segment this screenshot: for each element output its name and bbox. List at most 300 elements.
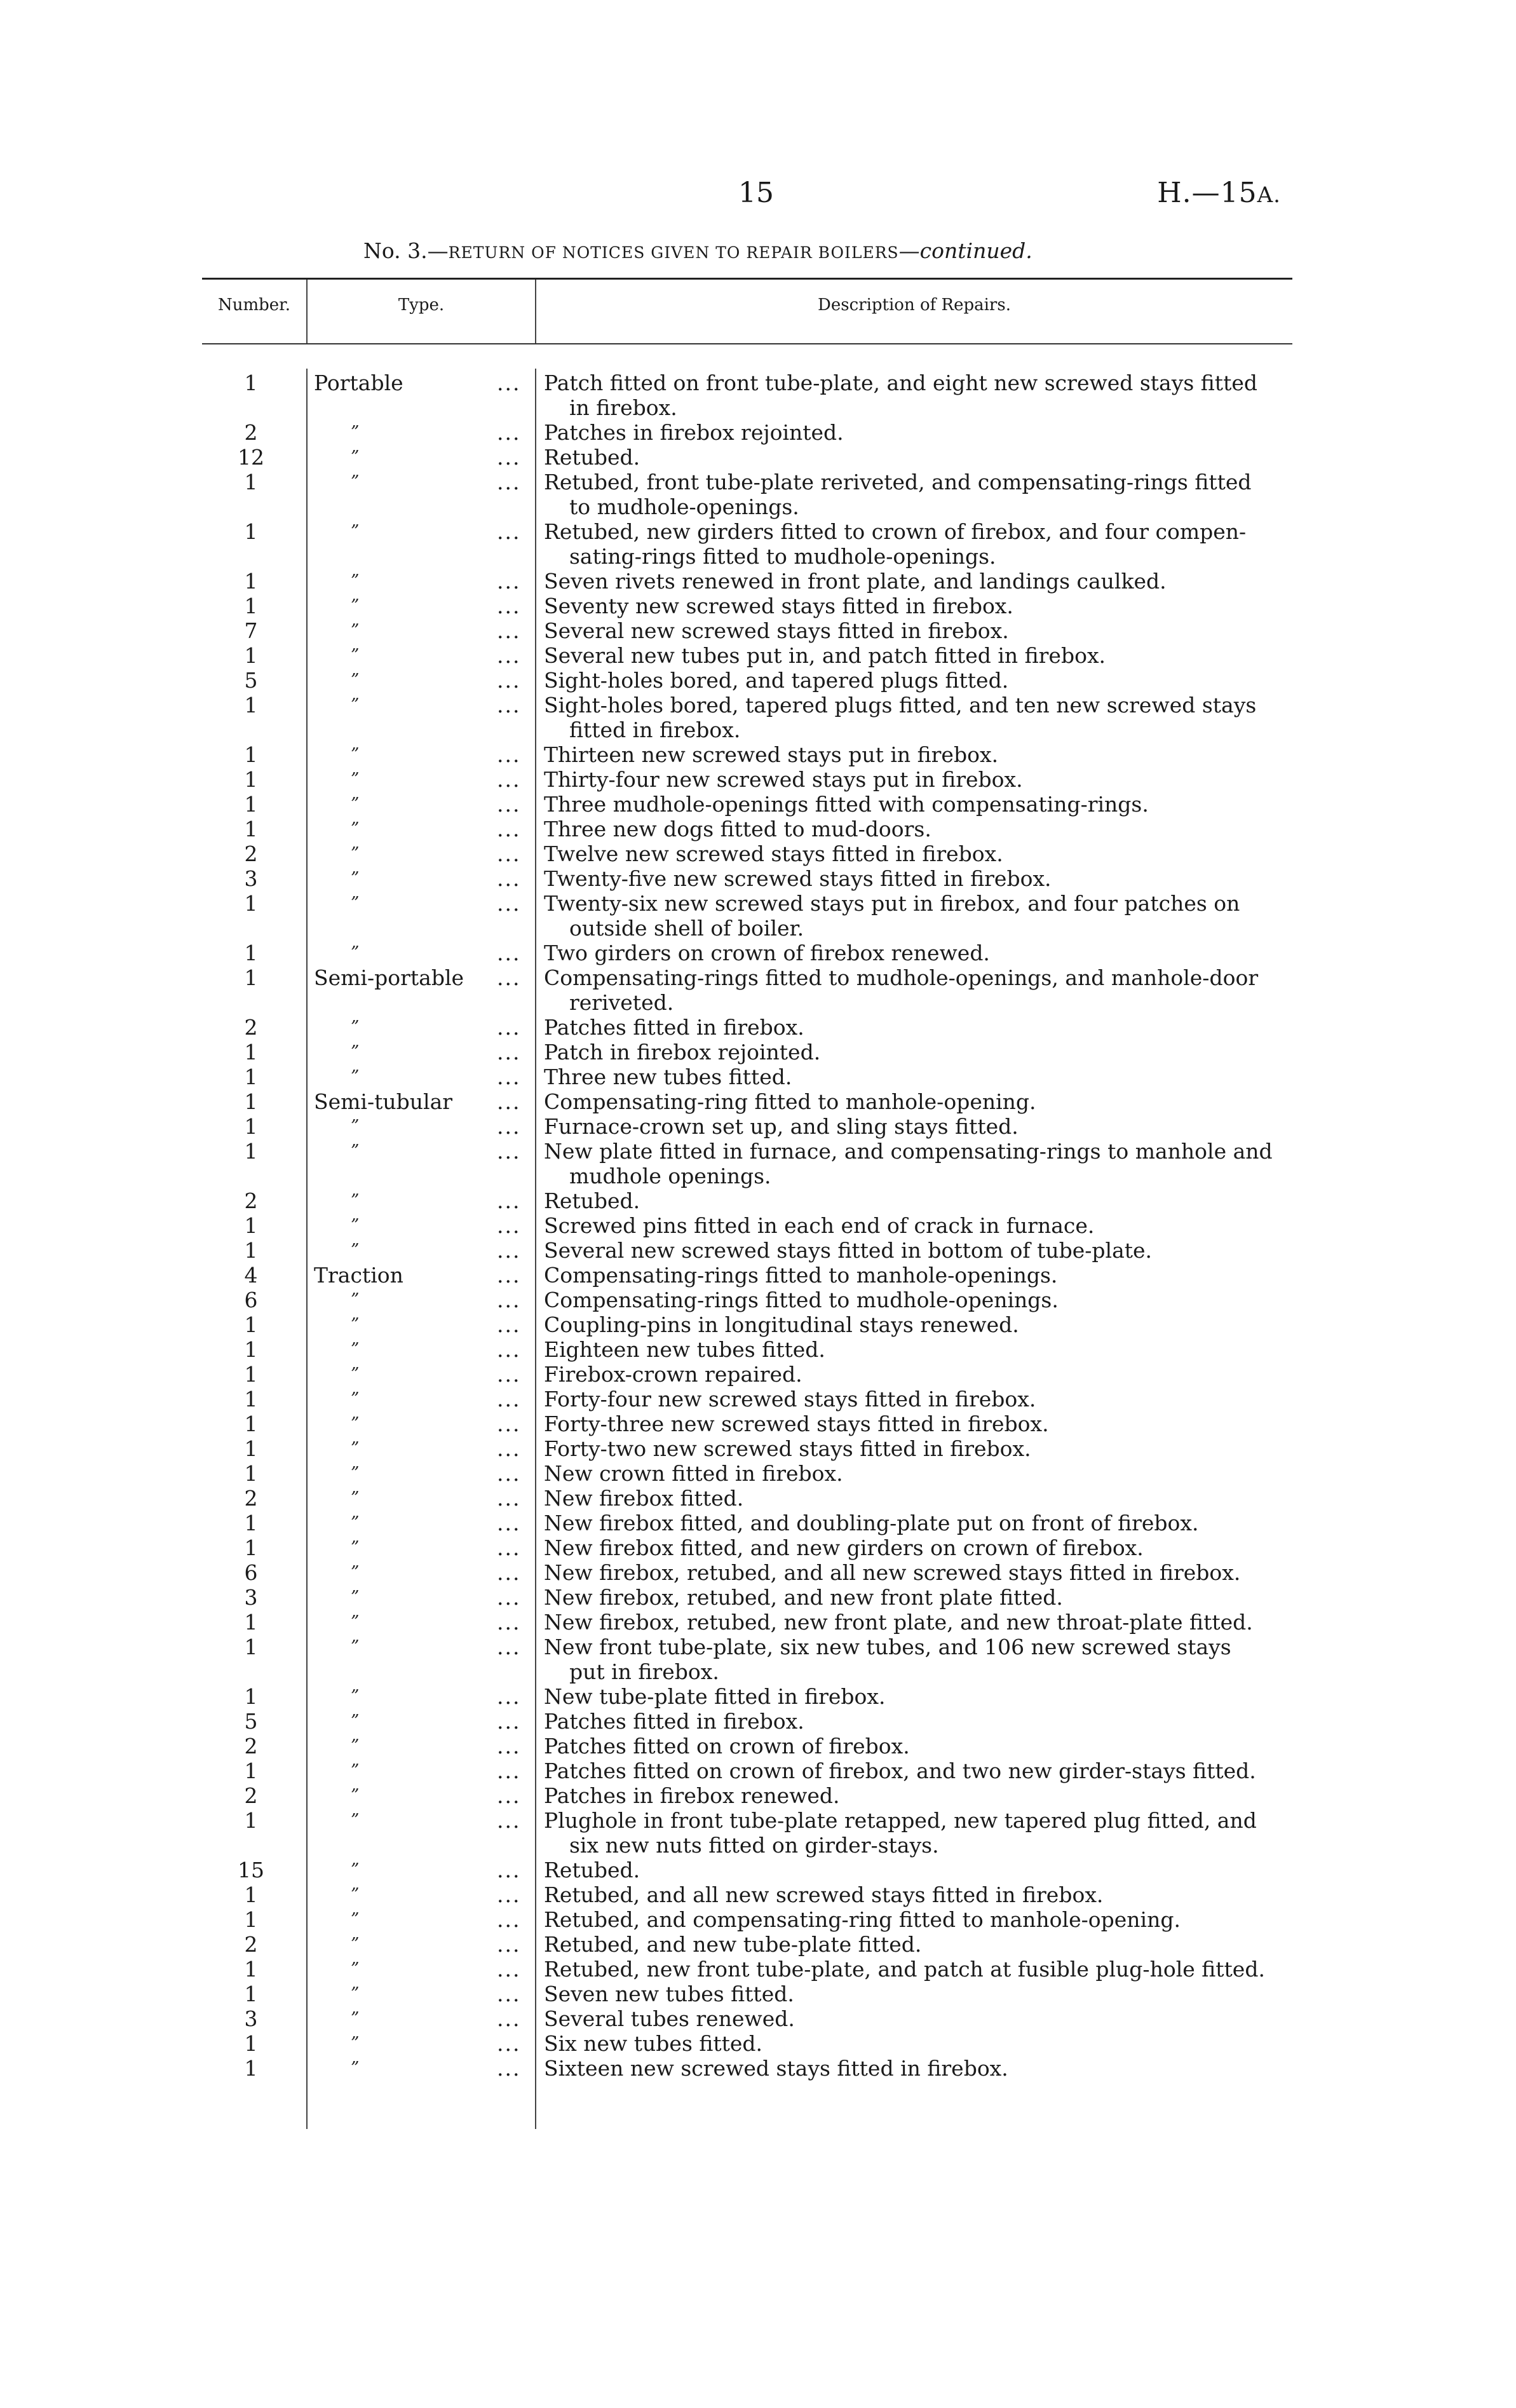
row-description-continuation: six new nuts fitted on girder-stays. [569, 1833, 939, 1858]
row-number: 6 [244, 1560, 258, 1585]
row-number: 6 [244, 1288, 258, 1312]
row-description-line: Thirty-four new screwed stays put in firebox. [544, 767, 1023, 792]
leader-dots: ... [497, 1610, 521, 1635]
table-header-rule [202, 343, 1292, 344]
row-description [535, 2006, 1292, 2031]
table-row [202, 1957, 1292, 1982]
table-title [363, 238, 1253, 263]
repairs-table-body [202, 371, 1292, 2081]
row-number: 1 [244, 371, 258, 395]
row-description [535, 1511, 1292, 1535]
leader-dots: ... [497, 1511, 521, 1535]
row-description-line: Several new tubes put in, and patch fitted in firebox. [544, 643, 1106, 668]
leader-dots: ... [497, 767, 521, 792]
row-type: ” [351, 1315, 360, 1334]
row-number: 2 [244, 1188, 258, 1213]
row-type: ” [351, 1885, 360, 1904]
row-type: ” [351, 1141, 360, 1160]
row-number: 2 [244, 1932, 258, 1957]
table-row [202, 1635, 1292, 1684]
table-row [202, 1882, 1292, 1907]
row-type: ” [351, 894, 360, 913]
leader-dots: ... [497, 2031, 521, 2056]
row-type-cell [306, 2006, 535, 2031]
row-number: 1 [244, 1610, 258, 1635]
row-description-line: Seventy new screwed stays fitted in firebox. [544, 594, 1013, 618]
row-type-cell [306, 1684, 535, 1709]
row-description-line: New firebox fitted, and doubling-plate put on front of firebox. [544, 1511, 1199, 1535]
row-description-continuation: mudhole openings. [569, 1164, 771, 1188]
row-description-line: New firebox fitted, and new girders on crown of firebox. [544, 1535, 1144, 1560]
table-row [202, 1560, 1292, 1585]
row-description-line: Three new dogs fitted to mud-doors. [544, 817, 931, 841]
row-description [535, 841, 1292, 866]
table-title-prefix: No. 3.— [363, 238, 449, 263]
row-type: ” [351, 1786, 360, 1805]
row-number: 1 [244, 1808, 258, 1833]
row-type: ” [351, 1687, 360, 1706]
leader-dots: ... [497, 1411, 521, 1436]
row-type-cell [306, 1535, 535, 1560]
row-type: ” [351, 1488, 360, 1507]
row-type-cell [306, 1882, 535, 1907]
row-description [535, 1387, 1292, 1411]
row-type: ” [351, 1414, 360, 1433]
row-description-line: Several new screwed stays fitted in bottom of tube-plate. [544, 1238, 1153, 1263]
row-number: 1 [244, 643, 258, 668]
row-type-cell [306, 2031, 535, 2056]
row-description-line: New firebox, retubed, and all new screwed stays fitted in firebox. [544, 1560, 1241, 1585]
leader-dots: ... [497, 420, 521, 445]
row-type: ” [351, 423, 360, 442]
row-type-cell [306, 1461, 535, 1486]
leader-dots: ... [497, 891, 521, 916]
row-description-line: New tube-plate fitted in firebox. [544, 1684, 886, 1709]
row-type-cell [306, 594, 535, 618]
table-row [202, 866, 1292, 891]
column-header-description: Description of Repairs. [818, 296, 1011, 315]
row-description [535, 1783, 1292, 1808]
row-type: ” [351, 596, 360, 615]
row-type: ” [351, 2034, 360, 2053]
row-number: 1 [244, 1461, 258, 1486]
row-type: ” [351, 695, 360, 714]
leader-dots: ... [497, 1734, 521, 1758]
row-type: ” [351, 1588, 360, 1607]
row-description [535, 767, 1292, 792]
row-description-line: Patch in firebox rejointed. [544, 1040, 821, 1065]
row-description [535, 1238, 1292, 1263]
row-type: ” [351, 1340, 360, 1359]
row-description [535, 1808, 1292, 1858]
row-description [535, 1684, 1292, 1709]
leader-dots: ... [497, 941, 521, 965]
row-number: 1 [244, 569, 258, 594]
row-type-cell [306, 941, 535, 965]
leader-dots: ... [497, 1932, 521, 1957]
row-type-cell [306, 1139, 535, 1188]
leader-dots: ... [497, 1758, 521, 1783]
leader-dots: ... [497, 470, 521, 494]
column-header-type: Type. [398, 296, 445, 315]
leader-dots: ... [497, 1957, 521, 1982]
row-description-line: Patches fitted in firebox. [544, 1015, 804, 1040]
leader-dots: ... [497, 817, 521, 841]
row-description-line: Compensating-ring fitted to manhole-opening. [544, 1089, 1036, 1114]
row-type-cell [306, 1808, 535, 1858]
row-type-cell [306, 1436, 535, 1461]
row-description [535, 1114, 1292, 1139]
row-number: 2 [244, 1783, 258, 1808]
table-row [202, 1089, 1292, 1114]
table-title-suffix: —continued. [898, 238, 1032, 263]
row-number: 1 [244, 1065, 258, 1089]
row-type: ” [351, 819, 360, 838]
row-description [535, 594, 1292, 618]
row-description [535, 1957, 1292, 1982]
row-description-line: Sixteen new screwed stays fitted in firebox. [544, 2056, 1008, 2081]
table-row [202, 1312, 1292, 1337]
row-description [535, 1858, 1292, 1882]
leader-dots: ... [497, 742, 521, 767]
row-number: 1 [244, 1040, 258, 1065]
row-description-line: Sight-holes bored, tapered plugs fitted, and ten new screwed stays [544, 693, 1257, 718]
row-description-line: Plughole in front tube-plate retapped, new tapered plug fitted, and [544, 1808, 1257, 1833]
row-description [535, 519, 1292, 569]
row-description-line: New front tube-plate, six new tubes, and 106 new screwed stays [544, 1635, 1231, 1659]
row-number: 4 [244, 1263, 258, 1288]
row-number: 2 [244, 841, 258, 866]
row-type-cell [306, 792, 535, 817]
row-type-cell [306, 519, 535, 569]
row-type: ” [351, 943, 360, 962]
row-number: 3 [244, 866, 258, 891]
row-description [535, 643, 1292, 668]
row-type: ” [351, 1439, 360, 1458]
row-type-cell [306, 1312, 535, 1337]
table-row [202, 1114, 1292, 1139]
row-type: ” [351, 1811, 360, 1830]
row-type-cell [306, 1957, 535, 1982]
row-description [535, 1436, 1292, 1461]
table-row [202, 1213, 1292, 1238]
row-description [535, 569, 1292, 594]
column-header-number: Number. [217, 296, 291, 315]
leader-dots: ... [497, 1188, 521, 1213]
leader-dots: ... [497, 618, 521, 643]
row-description-line: Retubed, and all new screwed stays fitted in firebox. [544, 1882, 1104, 1907]
leader-dots: ... [497, 1089, 521, 1114]
row-type-cell [306, 693, 535, 742]
row-type: ” [351, 2058, 360, 2078]
row-description [535, 792, 1292, 817]
row-number: 1 [244, 1139, 258, 1164]
row-description-continuation: to mudhole-openings. [569, 494, 799, 519]
row-type: ” [351, 1017, 360, 1037]
leader-dots: ... [497, 1808, 521, 1833]
row-description-line: New plate fitted in furnace, and compensating-rings to manhole and [544, 1139, 1273, 1164]
leader-dots: ... [497, 1486, 521, 1511]
row-number: 1 [244, 519, 258, 544]
row-description-line: Several new screwed stays fitted in firebox. [544, 618, 1009, 643]
leader-dots: ... [497, 1114, 521, 1139]
row-type-cell [306, 1015, 535, 1040]
row-type-cell [306, 866, 535, 891]
row-type: ” [351, 2009, 360, 2028]
row-type: Traction [314, 1263, 403, 1288]
row-description-line: Twelve new screwed stays fitted in firebox. [544, 841, 1003, 866]
table-row [202, 1411, 1292, 1436]
row-number: 1 [244, 792, 258, 817]
table-row [202, 618, 1292, 643]
row-type-cell [306, 470, 535, 519]
row-type-cell [306, 1065, 535, 1089]
table-row [202, 1065, 1292, 1089]
row-type-cell [306, 1288, 535, 1312]
row-description [535, 1411, 1292, 1436]
table-row [202, 817, 1292, 841]
row-description-line: Patches fitted on crown of firebox, and two new girder-stays fitted. [544, 1758, 1256, 1783]
row-description [535, 1734, 1292, 1758]
row-description [535, 965, 1292, 1015]
row-type-cell [306, 767, 535, 792]
row-description-continuation: in firebox. [569, 395, 677, 420]
row-description-line: New firebox fitted. [544, 1486, 744, 1511]
table-row [202, 371, 1292, 420]
row-description-line: Compensating-rings fitted to manhole-openings. [544, 1263, 1058, 1288]
row-type: ” [351, 1216, 360, 1235]
row-type-cell [306, 1783, 535, 1808]
table-row [202, 965, 1292, 1015]
row-description-line: Six new tubes fitted. [544, 2031, 763, 2056]
row-number: 1 [244, 1362, 258, 1387]
row-number: 1 [244, 2056, 258, 2081]
row-type: ” [351, 1984, 360, 2003]
row-type: ” [351, 1464, 360, 1483]
table-row [202, 2031, 1292, 2056]
leader-dots: ... [497, 965, 521, 990]
row-number: 3 [244, 1585, 258, 1610]
leader-dots: ... [497, 1783, 521, 1808]
row-number: 1 [244, 1089, 258, 1114]
row-number: 1 [244, 1114, 258, 1139]
leader-dots: ... [497, 1461, 521, 1486]
table-row [202, 1040, 1292, 1065]
row-description [535, 668, 1292, 693]
row-number: 1 [244, 1238, 258, 1263]
leader-dots: ... [497, 1882, 521, 1907]
row-number: 1 [244, 767, 258, 792]
table-row [202, 1337, 1292, 1362]
table-row [202, 420, 1292, 445]
row-description [535, 2056, 1292, 2081]
leader-dots: ... [497, 2056, 521, 2081]
row-type: ” [351, 1612, 360, 1631]
row-type-cell [306, 1858, 535, 1882]
row-description [535, 1709, 1292, 1734]
document-reference-main: H.—15 [1157, 177, 1257, 209]
leader-dots: ... [497, 668, 521, 693]
row-number: 1 [244, 1684, 258, 1709]
row-type-cell [306, 1758, 535, 1783]
row-type: ” [351, 670, 360, 690]
leader-dots: ... [497, 1288, 521, 1312]
leader-dots: ... [497, 1436, 521, 1461]
leader-dots: ... [497, 841, 521, 866]
row-type: ” [351, 1711, 360, 1731]
row-description [535, 1337, 1292, 1362]
leader-dots: ... [497, 1907, 521, 1932]
table-row [202, 1535, 1292, 1560]
leader-dots: ... [497, 594, 521, 618]
row-description [535, 1263, 1292, 1288]
row-type-cell [306, 569, 535, 594]
row-description-continuation: outside shell of boiler. [569, 916, 804, 941]
row-type: ” [351, 1860, 360, 1879]
row-type-cell [306, 1511, 535, 1535]
row-type-cell [306, 1387, 535, 1411]
row-number: 2 [244, 420, 258, 445]
table-row [202, 792, 1292, 817]
row-description [535, 1758, 1292, 1783]
row-description [535, 1362, 1292, 1387]
table-row [202, 1436, 1292, 1461]
row-description [535, 742, 1292, 767]
row-description [535, 1907, 1292, 1932]
row-number: 3 [244, 2006, 258, 2031]
row-number: 1 [244, 965, 258, 990]
row-description [535, 1982, 1292, 2006]
row-type: ” [351, 770, 360, 789]
leader-dots: ... [497, 1709, 521, 1734]
leader-dots: ... [497, 1139, 521, 1164]
table-row [202, 1263, 1292, 1288]
row-type-cell [306, 1907, 535, 1932]
row-number: 1 [244, 1436, 258, 1461]
leader-dots: ... [497, 866, 521, 891]
row-type: ” [351, 844, 360, 863]
row-type-cell [306, 1932, 535, 1957]
row-description-line: Retubed. [544, 1858, 640, 1882]
row-description-line: Eighteen new tubes fitted. [544, 1337, 825, 1362]
row-number: 1 [244, 470, 258, 494]
leader-dots: ... [497, 1585, 521, 1610]
row-description [535, 1486, 1292, 1511]
row-description-line: Patches fitted on crown of firebox. [544, 1734, 910, 1758]
row-type: ” [351, 1959, 360, 1978]
row-number: 1 [244, 1758, 258, 1783]
leader-dots: ... [497, 1635, 521, 1659]
row-description-line: Three mudhole-openings fitted with compensating-rings. [544, 792, 1149, 817]
row-description [535, 2031, 1292, 2056]
row-description-line: Twenty-five new screwed stays fitted in firebox. [544, 866, 1052, 891]
leader-dots: ... [497, 1684, 521, 1709]
leader-dots: ... [497, 445, 521, 470]
row-description-line: Seven rivets renewed in front plate, and landings caulked. [544, 569, 1167, 594]
table-row [202, 668, 1292, 693]
table-row [202, 1610, 1292, 1635]
row-type: ” [351, 1563, 360, 1582]
row-description-line: New firebox, retubed, and new front plate fitted. [544, 1585, 1063, 1610]
row-type: ” [351, 869, 360, 888]
row-type-cell [306, 618, 535, 643]
row-description-line: Retubed, new front tube-plate, and patch at fusible plug-hole fitted. [544, 1957, 1265, 1982]
row-description-line: Forty-three new screwed stays fitted in firebox. [544, 1411, 1049, 1436]
row-description [535, 1040, 1292, 1065]
row-description-line: Compensating-rings fitted to mudhole-openings. [544, 1288, 1059, 1312]
row-description [535, 1015, 1292, 1040]
row-type-cell [306, 1411, 535, 1436]
leader-dots: ... [497, 1337, 521, 1362]
row-number: 5 [244, 668, 258, 693]
row-description [535, 1585, 1292, 1610]
row-description-line: Seven new tubes fitted. [544, 1982, 794, 2006]
row-type: Portable [314, 371, 403, 395]
table-row [202, 1188, 1292, 1213]
row-description-line: Forty-four new screwed stays fitted in firebox. [544, 1387, 1036, 1411]
row-description [535, 941, 1292, 965]
table-row [202, 1907, 1292, 1932]
row-type-cell [306, 1362, 535, 1387]
table-row [202, 1486, 1292, 1511]
row-type-cell [306, 965, 535, 1015]
row-description [535, 1288, 1292, 1312]
row-type: ” [351, 1241, 360, 1260]
row-type: ” [351, 1389, 360, 1408]
row-description-line: Twenty-six new screwed stays put in firebox, and four patches on [544, 891, 1240, 916]
document-reference [1157, 177, 1281, 209]
row-description-continuation: put in firebox. [569, 1659, 719, 1684]
row-description-line: Retubed. [544, 445, 640, 470]
table-row [202, 569, 1292, 594]
row-type: ” [351, 472, 360, 491]
row-type-cell [306, 1709, 535, 1734]
row-type: ” [351, 621, 360, 640]
row-type: ” [351, 745, 360, 764]
row-type: ” [351, 522, 360, 541]
row-description-line: Two girders on crown of firebox renewed. [544, 941, 990, 965]
row-description [535, 470, 1292, 519]
table-row [202, 1932, 1292, 1957]
row-description [535, 693, 1292, 742]
table-row [202, 1758, 1292, 1783]
leader-dots: ... [497, 1858, 521, 1882]
row-type-cell [306, 1635, 535, 1684]
row-number: 1 [244, 2031, 258, 2056]
row-type: Semi-tubular [314, 1089, 453, 1114]
page-number: 15 [738, 177, 774, 209]
row-description-continuation: reriveted. [569, 990, 674, 1015]
row-type-cell [306, 420, 535, 445]
row-number: 1 [244, 1213, 258, 1238]
leader-dots: ... [497, 1238, 521, 1263]
row-number: 1 [244, 1312, 258, 1337]
row-description-continuation: sating-rings fitted to mudhole-openings. [569, 544, 996, 569]
leader-dots: ... [497, 1535, 521, 1560]
table-row [202, 841, 1292, 866]
leader-dots: ... [497, 1362, 521, 1387]
leader-dots: ... [497, 519, 521, 544]
leader-dots: ... [497, 1213, 521, 1238]
row-description-line: New crown fitted in firebox. [544, 1461, 843, 1486]
row-type: ” [351, 1935, 360, 1954]
table-row [202, 1858, 1292, 1882]
row-type-cell [306, 1263, 535, 1288]
table-title-caps: RETURN OF NOTICES GIVEN TO REPAIR BOILERS [448, 243, 899, 262]
row-description-line: Patches in firebox rejointed. [544, 420, 844, 445]
row-type-cell [306, 1238, 535, 1263]
row-description [535, 1188, 1292, 1213]
